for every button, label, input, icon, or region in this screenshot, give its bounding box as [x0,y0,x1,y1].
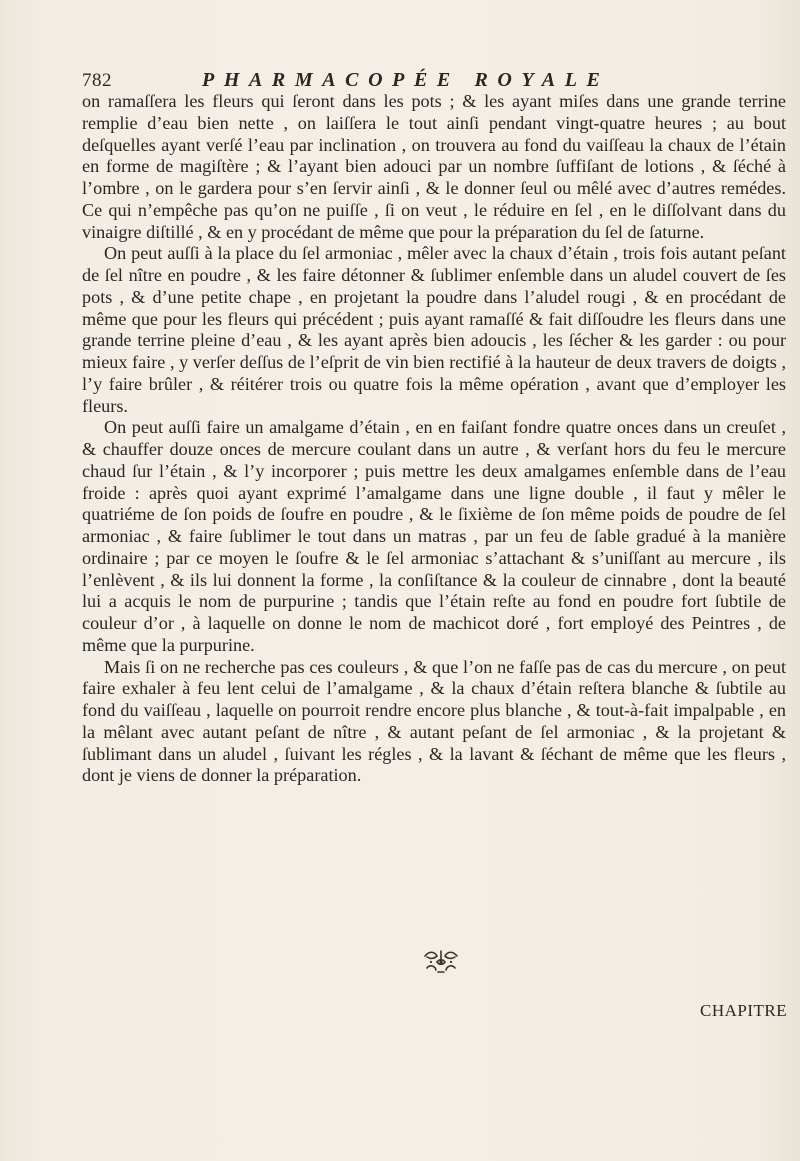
printer-ornament-icon [421,948,461,976]
paragraph-3: On peut auſſi faire un amalgame d’étain , en en faiſant fondre quatre onces dans un creuſet , & chauffer douze onces de mercure coulant dans un autre , & verſant hors du feu le mercure chaud ſur l’étain , & l’y incorporer ; puis mettre les deux amalgames enſemble dans de l’eau froide : après quoi ayant exprimé l’amalgame dans une ligne double , il faut y mêler le quatriéme de ſon poids de ſoufre en poudre , & le ſixième de ſon même poids de poudre de ſel armoniac , & faire ſublimer le tout dans un matras , par un feu de ſable gradué à la manière ordinaire ; par ce moyen le ſoufre & le ſel armoniac s’attachant & s’uniſſant au mercure , ils l’enlèvent , & ils lui donnent la forme , la conſiſtance & la couleur de cinnabre , dont la beauté lui a acquis le nom de purpurine ; tandis que l’étain reſte au fond en poudre fort ſubtile de couleur d’or , à laquelle on donne le nom de machicot doré , fort employé des Peintres , de même que la purpurine. [82,417,786,655]
running-title: PHARMACOPÉE ROYALE [202,69,610,91]
paragraph-4: Mais ſi on ne recherche pas ces couleurs , & que l’on ne faſſe pas de cas du mercure , on peut faire exhaler à feu lent celui de l’amalgame , & la chaux d’étain reſtera blanche & ſubtile au fond du vaiſſeau , laquelle on pourroit rendre encore plus blanche , & tout-à-fait impalpable , en la mêlant avec autant peſant de nître , & autant peſant de ſel armoniac , & la projetant & ſublimant dans un aludel , ſuivant les régles , & la lavant & ſéchant de même que les fleurs , dont je viens de donner la préparation. [82,656,786,786]
body-text [82,91,786,787]
catchword: CHAPITRE [700,1001,788,1020]
page-number: 782 [82,70,112,91]
paragraph-1: on ramaſſera les fleurs qui ſeront dans les pots ; & les ayant miſes dans une grande terrine remplie d’eau bien nette , on laiſſera le tout ainſi pendant vingt-quatre heures ; au bout deſquelles ayant verſé l’eau par inclination , on trouvera au fond du vaiſſeau la chaux de l’étain en forme de magiſtère ; & l’ayant bien adouci par un nombre ſuffiſant de lotions , & ſéché à l’ombre , on le gardera pour s’en ſervir ainſi , & le donner ſeul ou mêlé avec d’autres remédes. Ce qui n’empêche pas qu’on ne puiſſe , ſi on veut , le réduire en ſel , en le diſſolvant dans du vinaigre diſtillé , & en y procédant de même que pour la préparation du ſel de ſaturne. [82,91,786,242]
paragraph-2: On peut auſſi à la place du ſel armoniac , mêler avec la chaux d’étain , trois fois autant peſant de ſel nître en poudre , & les faire détonner & ſublimer enſemble dans un aludel couvert de ſes pots , & d’une petite chape , en projetant la poudre dans l’aludel rougi , & en procédant de même que pour les fleurs qui précédent ; puis ayant ramaſſé & fait diſſoudre les fleurs dans une grande terrine pleine d’eau , & les ayant après bien adoucis , les ſécher & les garder : ou pour mieux faire , y verſer deſſus de l’eſprit de vin bien rectifié à la hauteur de deux travers de doigts , l’y faire brûler , & réitérer trois ou quatre fois la même opération , avant que d’employer les fleurs. [82,243,786,416]
